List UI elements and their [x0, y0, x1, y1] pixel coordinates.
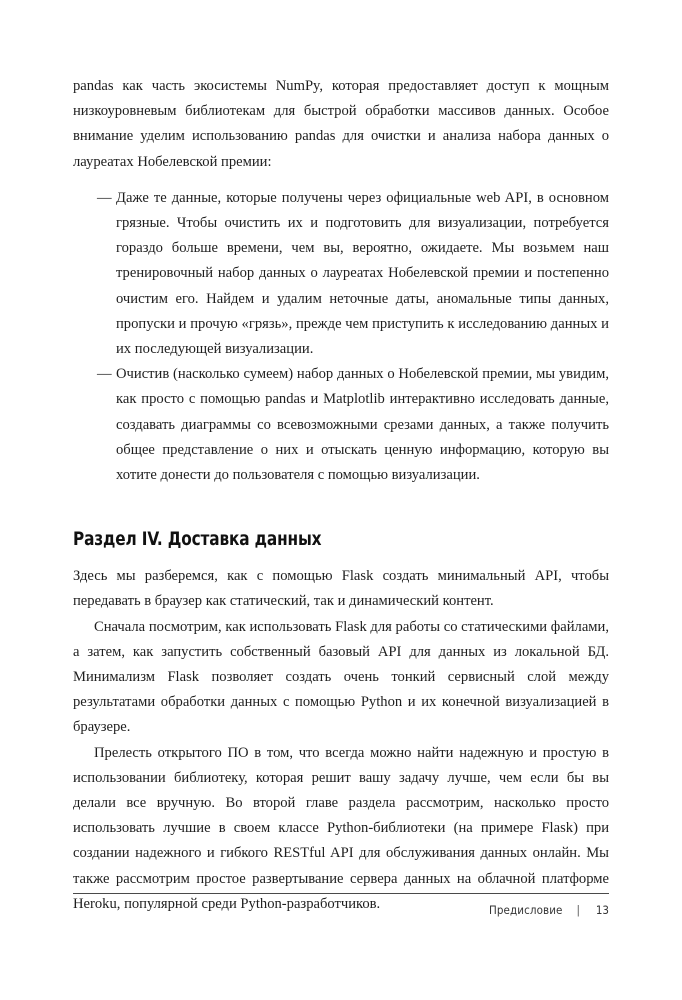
footer-line	[73, 903, 609, 917]
body-paragraph: Сначала посмотрим, как использовать Flask для работы со статическими файлами, а затем, как запустить собственный базовый API для данных из локальной БД. Минимализм Flask позволяет создать очень тонкий сервисный слой между результатами обработки данных с помощью Python и их конечной визуализацией в браузере.	[73, 618, 609, 736]
footer-divider	[73, 893, 609, 894]
footer-separator: |	[576, 903, 580, 917]
em-dash-marker: —	[97, 189, 112, 206]
section-heading: Раздел IV. Доставка данных	[73, 529, 322, 551]
page-number: 13	[595, 903, 609, 917]
em-dash-marker: —	[97, 366, 112, 383]
list-item-text: Очистив (насколько сумеем) набор данных о Нобелевской премии, мы увидим, как просто с помощью pandas и Matplotlib интерактивно исследовать данные, создавать диаграммы со всевозможными срезами данных, а также получить общее представление о них и отыскать ценную информацию, которую вы хотите донести до пользователя с помощью визуализации.	[116, 366, 609, 484]
body-paragraph: Прелесть открытого ПО в том, что всегда можно найти надежную и простую в использовании библиотеку, которая решит вашу задачу лучше, чем если бы вы делали все вручную. Во второй главе раздела рассмотрим, насколько просто использовать лучшие в своем классе Python-библиотеки (на примере Flask) при создании надежного и гибкого RESTful API для обслуживания данных онлайн. Мы также рассмотрим простое развертывание сервера данных на облачной платформе Heroku, популярной среди Python-разработчиков.	[73, 744, 609, 912]
page-footer	[73, 893, 609, 917]
body-paragraph: Здесь мы разберемся, как с помощью Flask создать минимальный API, чтобы передавать в браузер как статический, так и динамический контент.	[73, 568, 609, 610]
page-content	[73, 74, 609, 917]
footer-section-label: Предисловие	[488, 903, 563, 917]
list-item-text: Даже те данные, которые получены через официальные web API, в основном грязные. Чтобы очистить их и подготовить для визуализации, потребуется гораздо больше времени, чем вы, вероятно, ожидаете. Мы возьмем наш тренировочный набор данных о лауреатах Нобелевской премии и постепенно очистим его. Найдем и удалим неточные даты, аномальные типы данных, пропуски и прочую «грязь», прежде чем приступить к исследованию данных и их последующей визуализации.	[116, 189, 609, 358]
spacer	[73, 552, 609, 564]
intro-paragraph: pandas как часть экосистемы NumPy, которая предоставляет доступ к мощным низкоуровневым библиотекам для быстрой обработки массивов данных. Особое внимание уделим использованию pandas для очистки и анализа набора данных о лауреатах Нобелевской премии:	[73, 78, 609, 170]
list-item	[97, 362, 609, 488]
dash-bullet-list	[73, 186, 609, 488]
list-item	[97, 186, 609, 362]
spacer	[73, 488, 609, 528]
